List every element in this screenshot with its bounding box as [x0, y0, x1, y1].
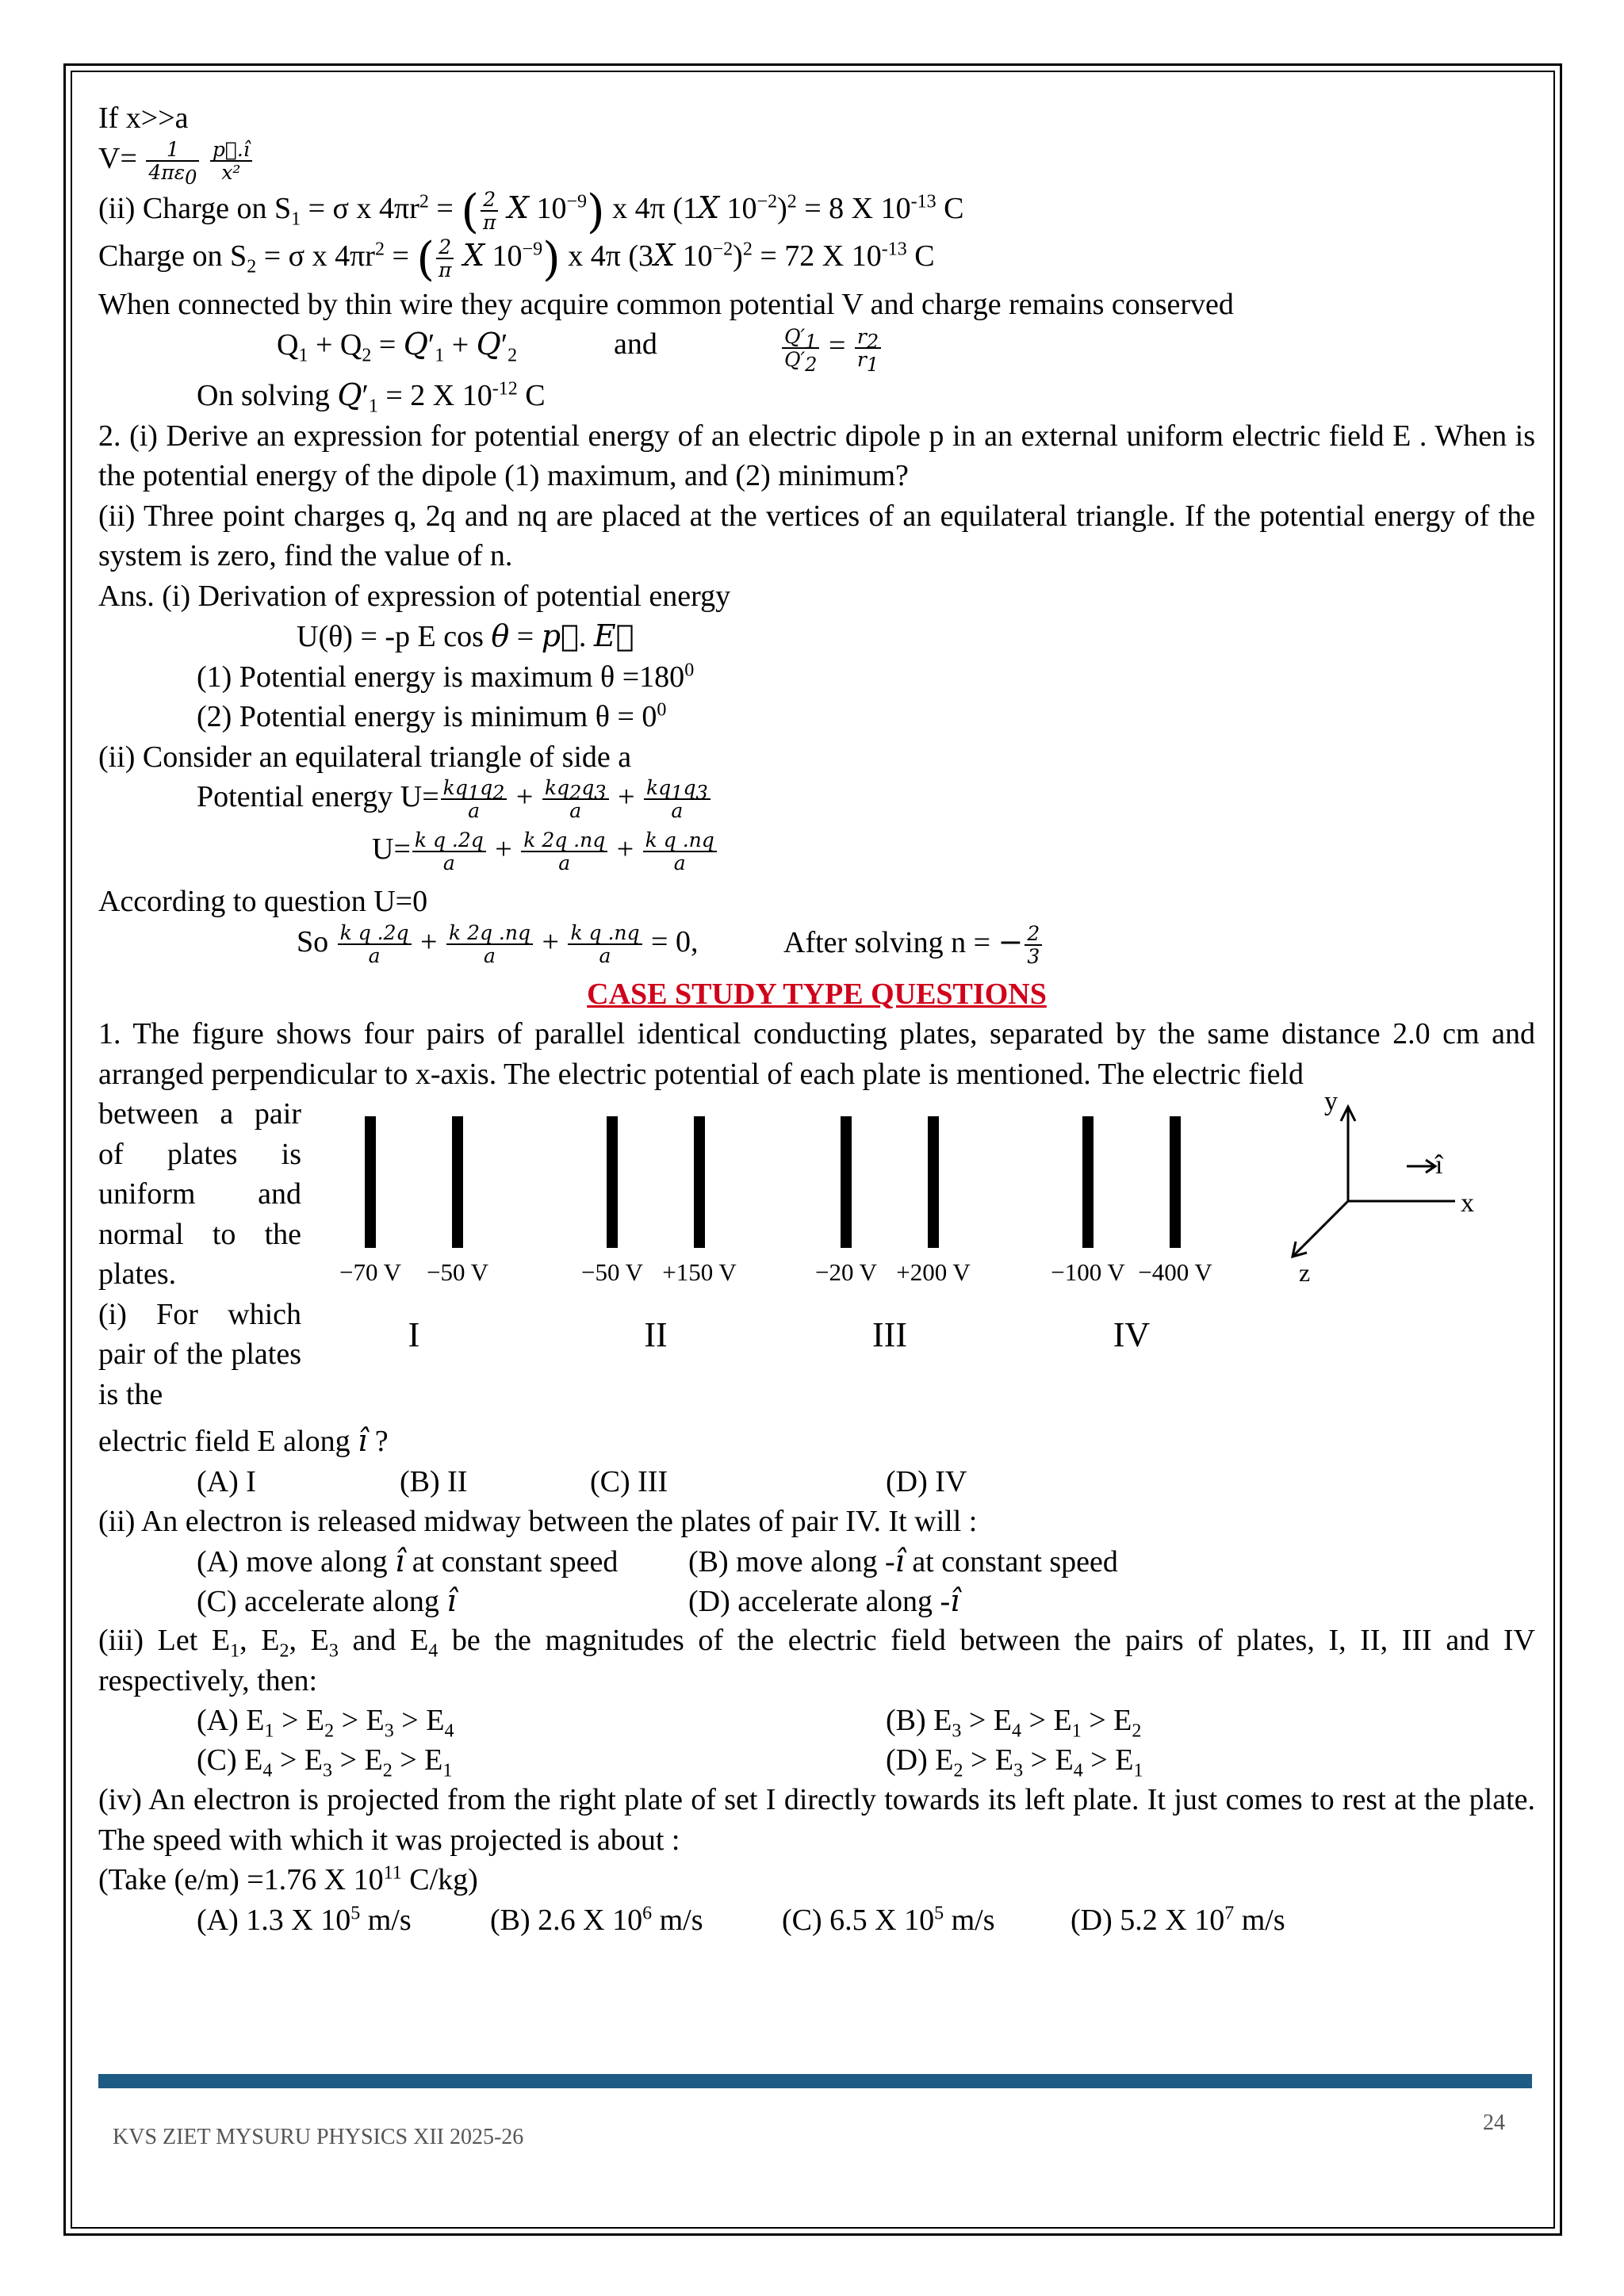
question-2-part-ii: (ii) Three point charges q, 2q and nq are placed at the vertices of an equilateral triangle. If the potential energy of the system is zero, find the value of n. [98, 499, 1535, 572]
option-a[interactable]: (A) move along î at constant speed [197, 1544, 619, 1578]
pair-label-I: I [408, 1315, 420, 1354]
question-i-options [98, 1462, 1535, 1502]
plate-I-left [365, 1116, 376, 1248]
option-b[interactable]: (B) $E_3 > E_4 > E_1 > E_2$ [886, 1704, 1142, 1742]
solving-line: On solving $Q'_1 = 2$ X $10^{-12}$ C [197, 377, 546, 417]
take-em-line: (Take (e/m) =1.76 X $10^{11}$ C/kg) [98, 1862, 478, 1896]
page-number: 24 [1483, 2110, 1505, 2135]
option-c[interactable]: (C) III [590, 1464, 668, 1498]
plate-I-right [452, 1116, 463, 1248]
plate-II-left-potential: −50 V [580, 1258, 644, 1286]
condition-line: If x>>a [98, 101, 189, 135]
option-c[interactable]: (C) 6.5 X $10^5$ m/s [782, 1902, 995, 1937]
charge-s2-line: Charge on $S_2 = \sigma$ x $4\pi r^2$ = ( $\frac{2}{\pi}$ X $10^{-9}$) x 4π (3X $10^{-2})^2 = 72$ X $10^{-13}$ C [98, 231, 935, 285]
pair-label-III: III [872, 1315, 907, 1354]
pair-label-IV: IV [1113, 1315, 1151, 1354]
question-2-part-i: 2. (i) Derive an expression for potential energy of an electric dipole p in an external uniform electric field E . When is the potential energy of the dipole (1) maximum, and (2) minimum? [98, 419, 1535, 492]
axis-x-label: x [1461, 1188, 1474, 1218]
option-b[interactable]: (B) move along -î at constant speed [688, 1544, 1118, 1578]
pe-sum-line: Potential energy U= $\frac{kq_1q_2}{a}$ + $\frac{kq_2q_3}{a}$ + $\frac{kq_1q_3}{a}$ [98, 777, 1535, 829]
plate-IV-left-potential: −100 V [1051, 1258, 1125, 1286]
question-iii-options-cd [98, 1740, 1535, 1780]
question-iii: (iii) Let $E_1$, $E_2$, $E_3$ and $E_4$ be the magnitudes of the electric field between the pairs of plates, I, II, III and IV respectively, then: [98, 1624, 1535, 1697]
question-ii-options-ab [98, 1541, 1535, 1581]
axis-z-label: z [1299, 1258, 1311, 1287]
question-iv-options [98, 1900, 1535, 1940]
plate-III-left [841, 1116, 852, 1248]
according-line: According to question U=0 [98, 885, 428, 918]
plate-III-right [928, 1116, 939, 1248]
coordinate-axes [1293, 1087, 1455, 1287]
fraction-1-over-4pieps: $\frac{1}{4\pi\varepsilon_0}$ [146, 139, 199, 183]
question-ii-options-cd [98, 1581, 1535, 1621]
plate-II-left [607, 1116, 618, 1248]
parallel-plates-figure [301, 1087, 1474, 1421]
question-iv: (iv) An electron is projected from the right plate of set I directly towards its left plate. It just comes to rest at the plate. The speed with which it was projected is about : [98, 1783, 1535, 1857]
option-d[interactable]: (D) accelerate along -î [688, 1583, 960, 1618]
conservation-line: $Q_1 + Q_2 = Q'_1 + Q'_2$ and $\frac{Q'_1}{Q'_2}$ = $\frac{r_2}{r_1}$ [98, 324, 1535, 375]
case-study-intro: 1. The figure shows four pairs of parallel identical conducting plates, separated by the same distance 2.0 cm and arranged perpendicular to x-axis. The electric potential of each plate is mentioned. The electric field [98, 1017, 1535, 1091]
triangle-line: (ii) Consider an equilateral triangle of side a [98, 740, 632, 774]
unit-vector-label: î [1435, 1150, 1443, 1180]
fraction-p-dot-i-over-x2: $\frac{p⃗.î}{\text{x²}}$ [210, 139, 252, 183]
plate-I-left-potential: −70 V [339, 1258, 402, 1286]
pair-label-II: II [644, 1315, 668, 1354]
common-potential-line: When connected by thin wire they acquire common potential V and charge remains conserved [98, 287, 1234, 321]
pe-maximum-line: (1) Potential energy is maximum $\theta =180^0$ [197, 659, 695, 694]
footer-text: KVS ZIET MYSURU PHYSICS XII 2025-26 [113, 2125, 524, 2149]
plate-IV-left [1082, 1116, 1094, 1248]
plate-II-right-potential: +150 V [662, 1258, 737, 1286]
plate-IV-right [1170, 1116, 1181, 1248]
option-a[interactable]: (A) 1.3 X $10^5$ m/s [197, 1902, 412, 1937]
page-content [98, 98, 1535, 1940]
charge-s1-line: (ii) Charge on $S_1 = \sigma$ x $4\pi r^2$ = ( $\frac{2}{\pi}$ X $10^{-9}$) x 4π (1X $10^{-2})^2 = 8$ X $10^{-13}$ C [98, 183, 964, 238]
case-study-heading: CASE STUDY TYPE QUESTIONS [587, 977, 1047, 1011]
plate-I-right-potential: −50 V [426, 1258, 489, 1286]
answer-heading: Ans. (i) Derivation of expression of potential energy [98, 579, 731, 613]
footer-bar [98, 2074, 1532, 2088]
option-a[interactable]: (A) $E_1 > E_2 > E_3 > E_4$ [197, 1704, 454, 1742]
option-c[interactable]: (C) accelerate along î [197, 1583, 457, 1618]
plate-III-left-potential: −20 V [814, 1258, 878, 1286]
plate-III-right-potential: +200 V [896, 1258, 971, 1286]
question-ii: (ii) An electron is released midway between the plates of pair IV. It will : [98, 1504, 978, 1538]
question-iii-options-ab [98, 1701, 1535, 1740]
option-b[interactable]: (B) 2.6 X $10^6$ m/s [490, 1902, 703, 1937]
pe-minimum-line: (2) Potential energy is minimum $\theta = 0^0$ [197, 699, 667, 733]
plate-II-right [694, 1116, 705, 1248]
potential-formula: V= $\frac{1}{4\pi\varepsilon_0}$ $\frac{p⃗.î}{\text{x²}}$ [98, 139, 1535, 188]
pe-substituted-line: U= $\frac{\text{k q .2q}}{a}$ + $\frac{k 2q .nq}{a}$ + $\frac{\text{k q .nq}}{a}$ [98, 829, 1535, 882]
option-d[interactable]: (D) 5.2 X $10^7$ m/s [1071, 1902, 1285, 1937]
option-b[interactable]: (B) II [400, 1464, 468, 1498]
figure-side-text: between a pair of plates is uniform and normal to the plates. (i) For which pair of the plates is the [98, 1097, 301, 1411]
option-d[interactable]: (D) IV [886, 1464, 967, 1498]
option-c[interactable]: (C) $E_4 > E_3 > E_2 > E_1$ [197, 1743, 453, 1781]
potential-energy-formula: U(θ) = -p E cos θ = p⃗. E⃗ [297, 618, 634, 653]
option-a[interactable]: (A) I [197, 1464, 256, 1498]
axis-y-label: y [1324, 1087, 1338, 1116]
question-i-line2: electric field E along î ? [98, 1423, 389, 1458]
figure-block [98, 1087, 1535, 1421]
plate-IV-right-potential: −400 V [1138, 1258, 1212, 1286]
option-d[interactable]: (D) $E_2 > E_3 > E_4 > E_1$ [886, 1743, 1143, 1781]
solution-line: So $\frac{\text{k q .2q}}{a}$ + $\frac{k 2q .nq}{a}$ + $\frac{\text{k q .nq}}{a}$ = 0, After solving n = − $\frac{2}{3}$ [98, 922, 1535, 974]
